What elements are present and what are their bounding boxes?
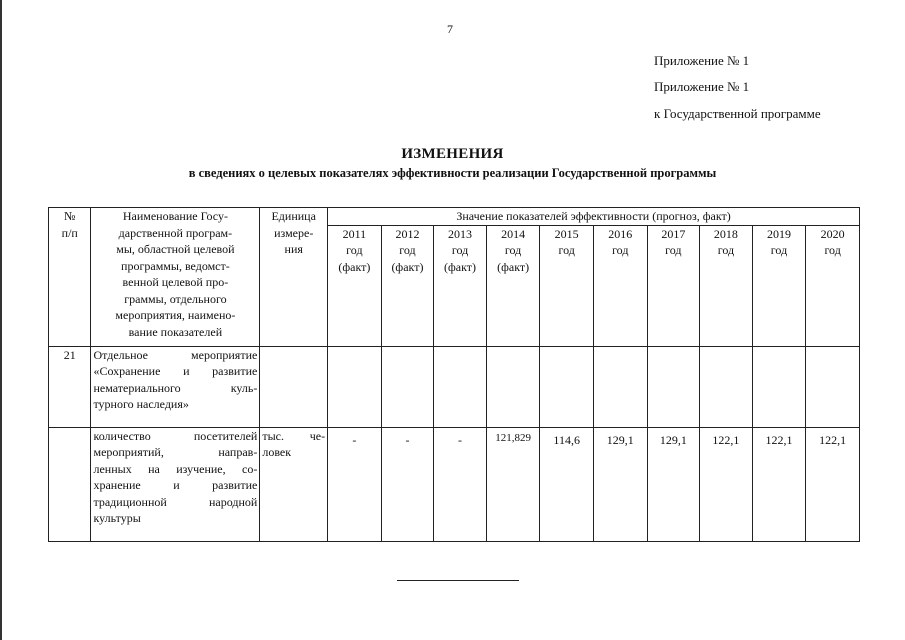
year-value: 2015 (554, 226, 579, 241)
page-number: 7 (447, 22, 453, 36)
col-name-header-line: венной целевой про- (122, 275, 229, 289)
year-value: 2020 (820, 226, 845, 241)
year-value: 2016 (608, 226, 633, 241)
footer-rule (397, 580, 519, 581)
value-cell-2015: 114,6 (540, 427, 594, 541)
value-cell (647, 346, 700, 427)
row-number: 21 (49, 346, 91, 427)
row-name-line: мероприятий, направ- (93, 445, 258, 460)
value-cell (752, 346, 806, 427)
year-value: 2017 (661, 226, 686, 241)
value-cell-2011: - (328, 427, 382, 541)
year-label: год (612, 243, 629, 258)
col-name-header (91, 208, 260, 347)
row-name-line: Отдельное мероприятие (93, 347, 258, 362)
year-label: год (399, 243, 416, 258)
col-number-header-line: п/п (61, 225, 78, 240)
value-cell-2017: 129,1 (647, 427, 700, 541)
year-label: год (451, 243, 469, 258)
year-label: год (770, 243, 788, 258)
row-name-line: ленных на изучение, со- (93, 461, 258, 476)
year-header-2016 (593, 225, 647, 346)
col-unit-header-line: измере- (274, 225, 314, 240)
year-label: год (665, 243, 682, 258)
appendix-line-3: к Государственной программе (654, 106, 821, 121)
year-header-2012 (381, 225, 434, 346)
year-value: 2014 (501, 226, 526, 241)
year-note: (факт) (338, 259, 371, 274)
row-unit (260, 427, 328, 541)
row-name-line: хранение и развитие (93, 478, 258, 493)
col-unit-header-line: ния (284, 242, 303, 256)
year-header-2020 (806, 225, 860, 346)
row-name-line: «Сохранение и развитие (93, 364, 258, 379)
year-label: год (504, 243, 522, 258)
appendix-line-1: Приложение № 1 (654, 53, 750, 68)
value-cell (434, 346, 487, 427)
value-cell (486, 346, 540, 427)
value-cell-2016: 129,1 (593, 427, 647, 541)
row-unit-line: тыс. че- (262, 428, 326, 443)
document-subtitle: в сведениях о целевых показателях эффективности реализации Государственной программы (188, 166, 717, 180)
row-name-line: традиционной народной (93, 494, 258, 509)
year-label: год (717, 243, 735, 258)
row-name-line: культуры (93, 511, 141, 526)
row-name-line: количество посетителей (93, 428, 258, 443)
value-cell (540, 346, 594, 427)
year-header-2013 (434, 225, 487, 346)
table-row (49, 427, 860, 541)
value-cell (593, 346, 647, 427)
year-note: (факт) (391, 259, 424, 274)
year-value: 2013 (448, 226, 473, 241)
year-label: год (346, 243, 363, 258)
row-unit (260, 346, 328, 427)
row-name (91, 427, 260, 541)
col-name-header-line: мы, областной целевой (116, 242, 235, 256)
year-value: 2018 (713, 226, 738, 241)
col-name-header-line: дарственной програм- (118, 225, 233, 240)
values-group-header: Значение показателей эффективности (прогноз, факт) (328, 208, 860, 226)
year-value: 2019 (766, 226, 791, 241)
col-number-header (49, 208, 91, 347)
value-cell-2019: 122,1 (752, 427, 806, 541)
table-row (49, 346, 860, 427)
year-note: (факт) (497, 259, 530, 274)
year-header-2017 (647, 225, 700, 346)
value-cell (381, 346, 434, 427)
value-cell (328, 346, 382, 427)
row-unit-line: ловек (262, 445, 292, 460)
row-name-line: турного наследия» (93, 397, 189, 412)
value-cell-2013: - (434, 427, 487, 541)
year-label: год (824, 243, 841, 258)
col-name-header-line: Наименование Госу- (122, 209, 228, 223)
row-name (91, 346, 260, 427)
year-value: 2011 (342, 226, 367, 241)
year-value: 2012 (395, 226, 420, 241)
year-label: год (558, 243, 575, 258)
year-header-2015 (540, 225, 594, 346)
year-header-2011 (328, 225, 382, 346)
value-cell-2018: 122,1 (700, 427, 753, 541)
col-number-header-line: № (64, 209, 76, 223)
col-name-header-line: программы, ведомст- (121, 258, 230, 273)
col-unit-header (260, 208, 328, 347)
document-title: ИЗМЕНЕНИЯ (401, 146, 504, 162)
indicators-table (48, 207, 860, 542)
value-cell-2014: 121,829 (486, 427, 540, 541)
col-name-header-line: вание показателей (128, 324, 223, 339)
year-header-2019 (752, 225, 806, 346)
row-name-line: нематериального куль- (93, 380, 258, 395)
page-left-edge (0, 0, 2, 640)
value-cell (700, 346, 753, 427)
year-header-2018 (700, 225, 753, 346)
value-cell (806, 346, 860, 427)
col-name-header-line: граммы, отдельного (124, 291, 227, 306)
year-note: (факт) (444, 259, 477, 274)
value-cell-2012: - (381, 427, 434, 541)
year-header-2014 (486, 225, 540, 346)
value-cell-2020: 122,1 (806, 427, 860, 541)
header-row-1 (49, 208, 860, 226)
col-name-header-line: мероприятия, наимено- (115, 308, 236, 322)
row-number (49, 427, 91, 541)
col-unit-header-line: Единица (271, 209, 316, 223)
appendix-line-2: Приложение № 1 (654, 79, 750, 94)
